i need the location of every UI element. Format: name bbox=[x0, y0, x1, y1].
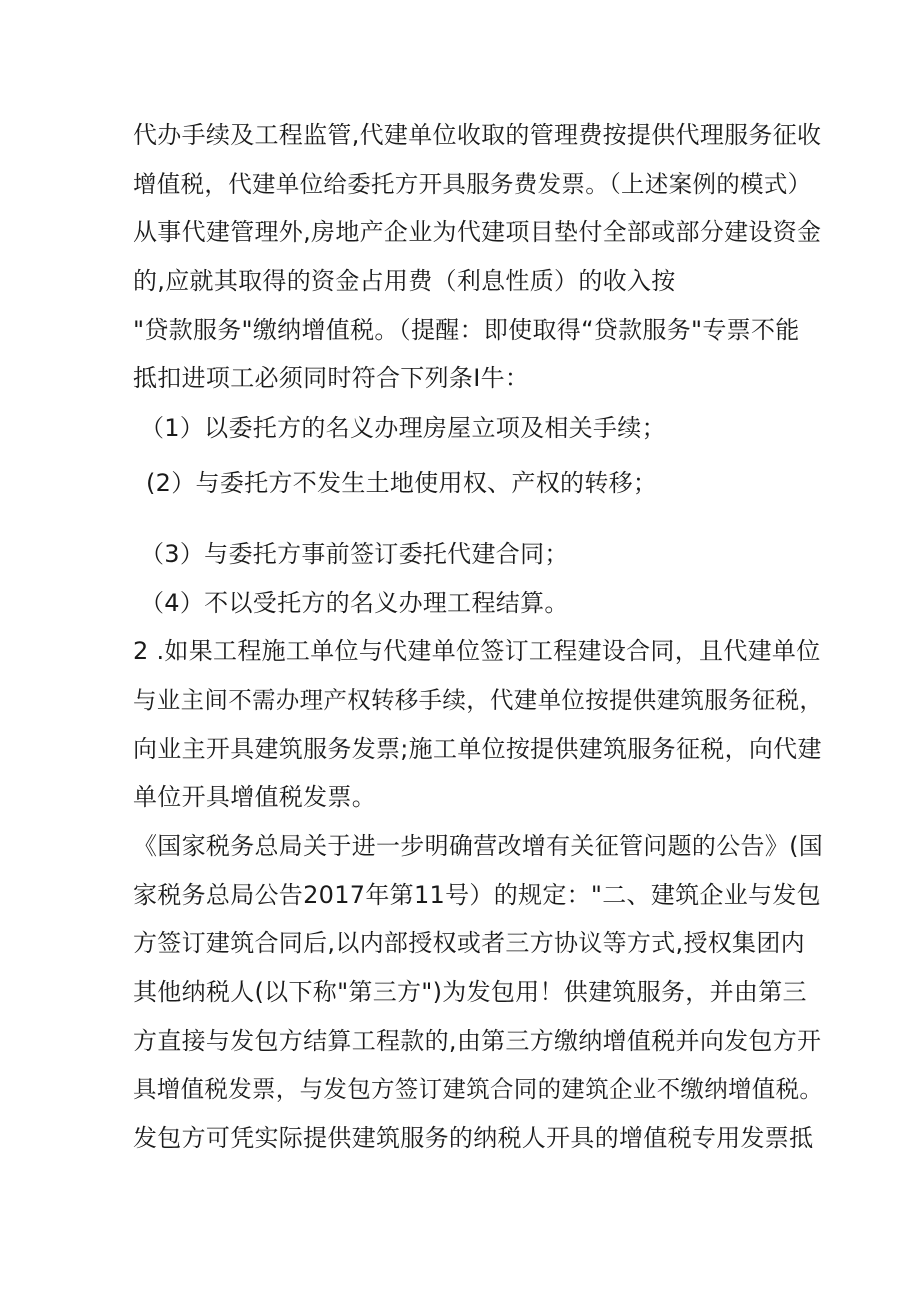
text-line: 家税务总局公告2017年第11号）的规定："二、建筑企业与发包 bbox=[133, 881, 821, 909]
text-line: 其他纳税人(以下称"第三方")为发包用！供建筑服务，并由第三 bbox=[133, 978, 807, 1006]
text-line: "贷款服务"缴纳增值税。（提醒：即使取得“贷款服务"专票不能 bbox=[133, 316, 800, 344]
text-line: 方直接与发包方结算工程款的,由第三方缴纳增值税并向发包方开 bbox=[133, 1027, 822, 1055]
text-line: 代办手续及工程监管,代建单位收取的管理费按提供代理服务征收 bbox=[133, 121, 822, 149]
text-line: 方签订建筑合同后,以内部授权或者三方协议等方式,授权集团内 bbox=[133, 929, 805, 957]
list-item: （1）以委托方的名义办理房屋立项及相关手续； bbox=[140, 414, 666, 442]
text-line: 《国家税务总局关于进一步明确营改增有关征管问题的公告》(国 bbox=[133, 832, 824, 860]
text-line: 单位开具增值税发票。 bbox=[133, 783, 376, 811]
text-line: 向业主开具建筑服务发票;施工单位按提供建筑服务征税，向代建 bbox=[133, 735, 822, 763]
list-item: （4）不以受托方的名义办理工程结算。 bbox=[140, 589, 569, 617]
text-line: 的,应就其取得的资金占用费（利息性质）的收入按 bbox=[133, 267, 676, 295]
text-line: 2 .如果工程施工单位与代建单位签订工程建设合同，且代建单位 bbox=[133, 637, 821, 665]
text-line: 具增值税发票，与发包方签订建筑合同的建筑企业不缴纳增值税。 bbox=[133, 1075, 824, 1103]
list-item: (2）与委托方不发生土地使用权、产权的转移； bbox=[146, 469, 658, 497]
text-line: 抵扣进项工必须同时符合下列条I牛： bbox=[133, 364, 530, 392]
text-line: 从事代建管理外,房地产企业为代建项目垫付全部或部分建设资金 bbox=[133, 218, 822, 246]
text-line: 增值税，代建单位给委托方开具服务费发票。（上述案例的模式） bbox=[133, 170, 812, 198]
text-line: 与业主间不需办理产权转移手续，代建单位按提供建筑服务征税， bbox=[133, 686, 824, 714]
text-line: 发包方可凭实际提供建筑服务的纳税人开具的增值税专用发票抵 bbox=[133, 1124, 814, 1152]
list-item: （3）与委托方事前签订委托代建合同； bbox=[140, 540, 569, 568]
